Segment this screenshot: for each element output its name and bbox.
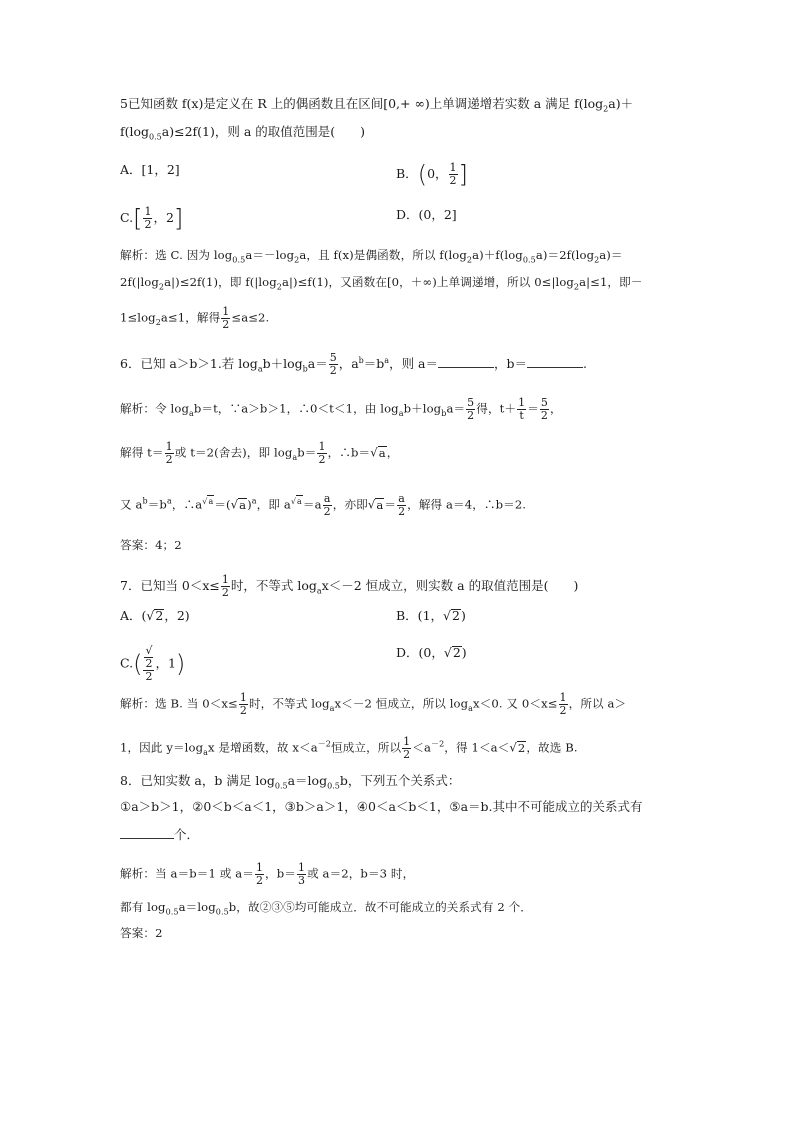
q7-stem: 7．已知当 0＜x≤ $\frac{1}{2}$ 时，不等式 $\log_ax<-2$ 恒成立，则实数 a 的取值范围是( ) (120, 573, 579, 599)
q8-stem-line-2: ①a＞b＞1，②0＜b＜a＜1，③b＞a＞1，④0＜a＜b＜1，⑤a＝b.其中不可能成立的关系式有 (120, 799, 643, 814)
q5-solution-line-3: $1\le\log_2a\le 1$，解得 $\frac{1}{2}$ ≤a≤2. (120, 305, 270, 331)
q8-solution-line-2: 都有 $\log_{0.5}a=\log_{0.5}b$，故②③⑤均可能成立．故不可能成立的关系式有 2 个． (120, 900, 533, 917)
q7-solution-line-2: 1，因此 $y=\log_ax$ 是增函数，故 $x<a^{-2}$恒成立，所以 $\frac{1}{2}$ $<a^{-2}$，得 1＜a＜√2，故选 B. (120, 735, 578, 761)
q8-solution-line-1: 解析：当 a＝b＝1 或 a＝ $\frac{1}{2}$ ，b＝ $\frac{1}{3}$ 或 a＝2，b＝3 时， (120, 861, 415, 887)
q8-answer-blank[interactable] (120, 826, 174, 839)
q7-option-c: C.( √ 2 2 ，1) (120, 644, 186, 683)
q5-stem-line-1: 5已知函数 f(x)是定义在 R 上的偶函数且在区间[0,+ ∞)上单调递增若实数 a 满足 $f(\log_2a)+$ (120, 96, 634, 114)
q5-stem-line-2: $f(\log_{0.5}a)\le 2f(1)$，则 a 的取值范围是( ) (120, 124, 366, 142)
q7-solution-line-1: 解析：选 B. 当 0＜x≤ $\frac{1}{2}$ 时，不等式 $\log_ax<-2$ 恒成立，所以 $\log_ax<0$. 又 0＜x≤ $\frac{1}{2}$ ，所以 a＞ (120, 691, 627, 717)
q6-stem: 6．已知 a＞b＞1.若 $\log_ab+\log_ba=$ $\frac{5}{2}$ ，$a^b=b^a$，则 a＝ ，b＝ . (120, 351, 588, 377)
q5-option-b: B．(0， $\frac{1}{2}$ ] (396, 160, 468, 189)
q7-option-b: B．(1，√2) (396, 608, 466, 623)
q6-solution-line-3: 又 $a^b=b^a$，$\therefore a^{√a}=(√a)^a$，即 $a^{√a}=a$ $\frac{a}{2}$ ，亦即√a＝ $\frac{a}{2}$ ，解得 a＝4，∴b＝2. (120, 492, 527, 518)
q6-answer-blank-b[interactable] (527, 355, 583, 368)
q5-solution-line-1: 解析：选 C. 因为 $\log_{0.5}a=-\log_2a$，且 f(x)是偶函数，所以 $f(\log_2a)+f(\log_{0.5}a)=2f(\log_2a)=$ (120, 248, 623, 265)
q8-stem-line-1: 8．已知实数 a，b 满足 $\log_{0.5}a=\log_{0.5}b$，下列五个关系式： (120, 773, 461, 791)
q5-solution-line-2: $2f(|\log_2a|)\le 2f(1)$，即 $f(|\log_2a|)\le f(1)$，又函数在[0，＋∞)上单调递增，所以 $0\le|\log_2a|\le 1$，即－ (120, 275, 643, 292)
q6-solution-line-2: 解得 t＝ $\frac{1}{2}$ 或 t＝2(舍去)，即 $\log_ab=$ $\frac{1}{2}$ ，∴b＝√a， (120, 440, 399, 466)
q6-solution-line-1: 解析：令 $\log_ab=t$，∵a＞b＞1，∴0＜t＜1，由 $\log_ab+\log_ba=$ $\frac{5}{2}$ 得，t＋ $\frac{1}{t}$ ＝ $\frac{5}{2}$ ， (120, 396, 562, 422)
q7-option-a: A．(√2，2) (120, 608, 190, 623)
q6-answer: 答案：4；2 (120, 538, 182, 552)
q5-option-c: C.[ $\frac{1}{2}$ ，2] (120, 204, 184, 233)
q8-answer: 答案：2 (120, 926, 163, 940)
q5-option-a: A．[1，2] (120, 162, 180, 177)
q6-answer-blank-a[interactable] (438, 355, 494, 368)
q5-option-d: D．(0，2] (396, 207, 457, 222)
q7-option-d: D．(0，√2) (396, 645, 467, 660)
q8-stem-line-3: 个． (120, 826, 199, 843)
